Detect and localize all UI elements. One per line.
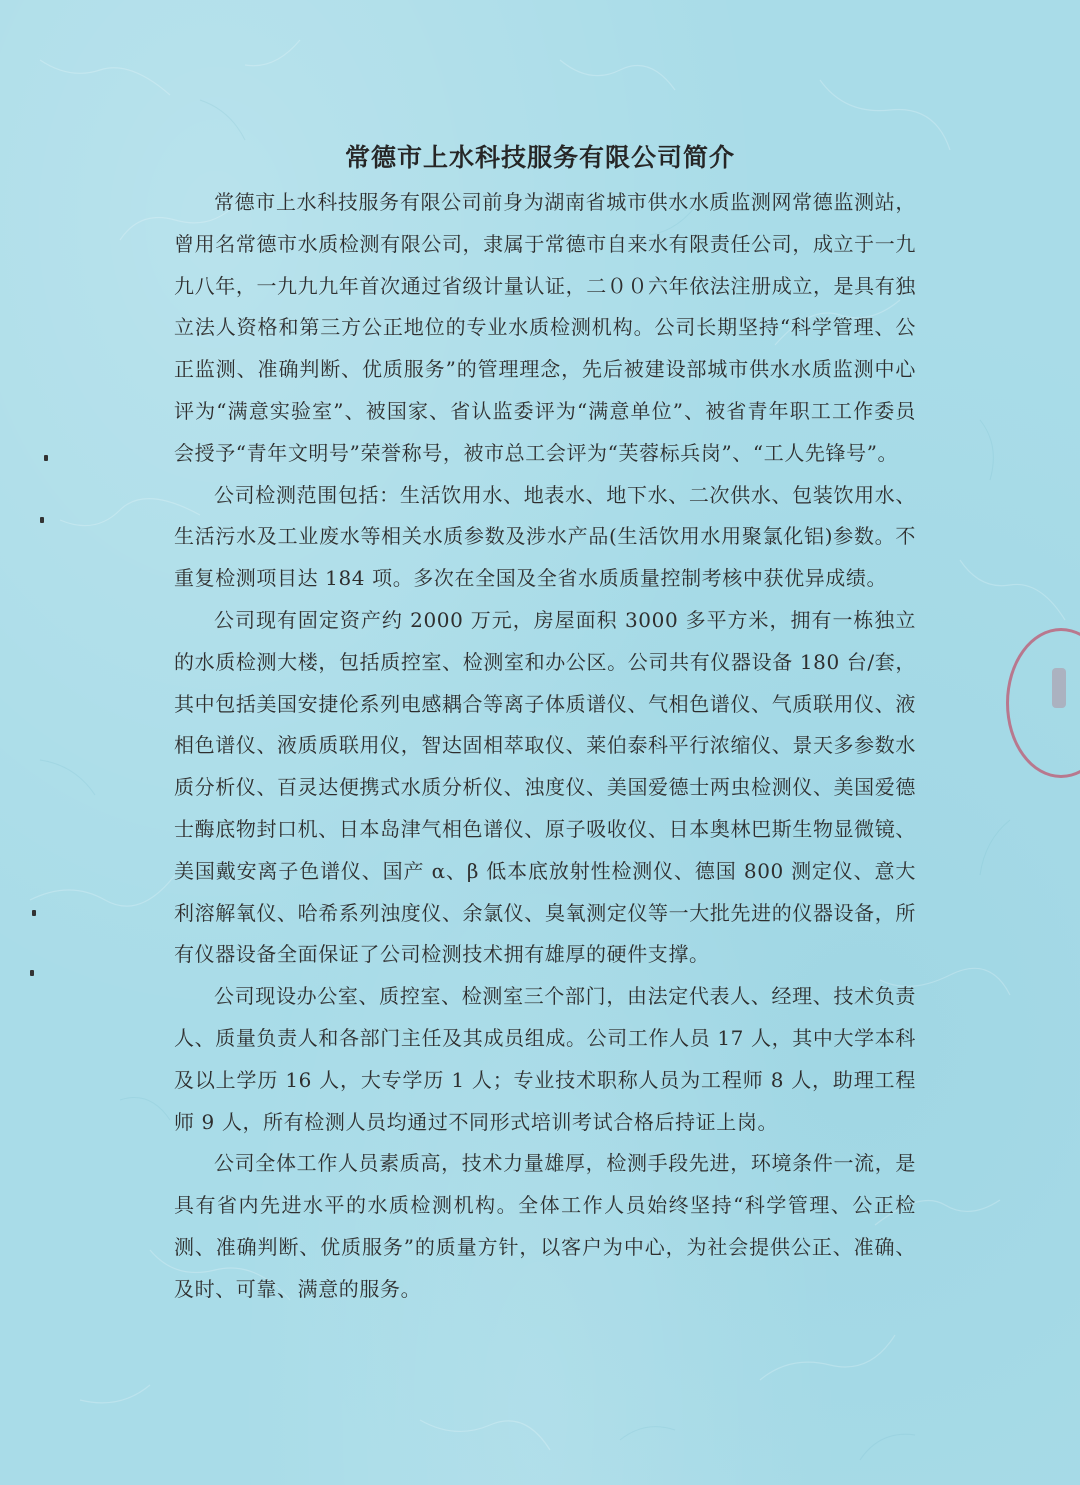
paragraph-summary: 公司全体工作人员素质高，技术力量雄厚，检测手段先进，环境条件一流，是具有省内先进水平的水质检测机构。全体工作人员始终坚持“科学管理、公正检测、准确判断、优质服务”的质量方针，以客户为中心，为社会提供公正、准确、及时、可靠、满意的服务。 — [174, 1151, 916, 1301]
scan-margin-mark — [32, 910, 36, 916]
paragraph-staff: 公司现设办公室、质控室、检测室三个部门，由法定代表人、经理、技术负责人、质量负责人和各部门主任及其成员组成。公司工作人员 17 人，其中大学本科及以上学历 16 人，大专学历 1 人；专业技术职称人员为工程师 8 人，助理工程师 9 人，所有检测人员均通过不同形式培训考试合格后持证上岗。 — [174, 984, 916, 1134]
paragraph-history: 常德市上水科技服务有限公司前身为湖南省城市供水水质监测网常德监测站，曾用名常德市水质检测有限公司，隶属于常德市自来水有限责任公司，成立于一九九八年，一九九九年首次通过省级计量认证，二００六年依法注册成立，是具有独立法人资格和第三方公正地位的专业水质检测机构。公司长期坚持“科学管理、公正监测、准确判断、优质服务”的管理理念，先后被建设部城市供水水质监测中心评为“满意实验室”、被国家、省认监委评为“满意单位”、被省青年职工工作委员会授予“青年文明号”荣誉称号，被市总工会评为“芙蓉标兵岗”、“工人先锋号”。 — [174, 190, 916, 465]
paragraph-scope: 公司检测范围包括：生活饮用水、地表水、地下水、二次供水、包装饮用水、生活污水及工业废水等相关水质参数及涉水产品(生活饮用水用聚氯化铝)参数。不重复检测项目达 184 项。多次在全国及全省水质质量控制考核中获优异成绩。 — [174, 482, 916, 591]
document-body — [174, 182, 916, 1311]
seal-stamp-ink — [1052, 668, 1066, 708]
scan-margin-mark — [30, 970, 34, 976]
paragraph-equipment: 公司现有固定资产约 2000 万元，房屋面积 3000 多平方米，拥有一栋独立的水质检测大楼，包括质控室、检测室和办公区。公司共有仪器设备 180 台/套，其中包括美国安捷伦系列电感耦合等离子体质谱仪、气相色谱仪、气质联用仪、液相色谱仪、液质质联用仪，智达固相萃取仪、莱伯泰科平行浓缩仪、景天多参数水质分析仪、百灵达便携式水质分析仪、浊度仪、美国爱德士两虫检测仪、美国爱德士酶底物封口机、日本岛津气相色谱仪、原子吸收仪、日本奥林巴斯生物显微镜、美国戴安离子色谱仪、国产 α、β 低本底放射性检测仪、德国 800 测定仪、意大利溶解氧仪、哈希系列浊度仪、余氯仪、臭氧测定仪等一大批先进的仪器设备，所有仪器设备全面保证了公司检测技术拥有雄厚的硬件支撑。 — [174, 607, 916, 967]
scan-margin-mark — [40, 517, 44, 523]
scan-margin-mark — [44, 455, 48, 461]
document-title: 常德市上水科技服务有限公司简介 — [344, 143, 735, 172]
